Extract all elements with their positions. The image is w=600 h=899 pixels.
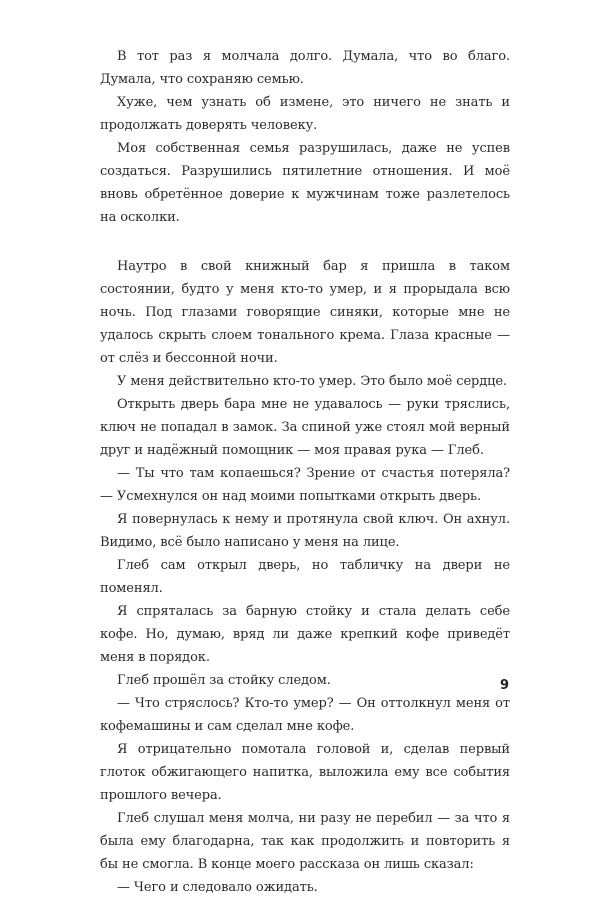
paragraph: Хуже, чем узнать об измене, это ничего не знать и продолжать доверять человеку.: [100, 95, 510, 133]
paragraph: Глеб слушал меня молча, ни разу не перебил — за что я была ему благодарна, так как продолжить и повторить я бы не смогла. В конце моего рассказа он лишь сказал:: [100, 811, 510, 872]
paragraph: У меня действительно кто-то умер. Это было моё сердце.: [117, 374, 508, 389]
section-1: [100, 45, 510, 229]
body-text: [100, 45, 510, 899]
paragraph: Я отрицательно помотала головой и, сделав первый глоток обжигающего напитка, выложила ему все события прошлого вечера.: [100, 742, 510, 803]
paragraph: Открыть дверь бара мне не удавалось — руки тряслись, ключ не попадал в замок. За спиной уже стоял мой верный друг и надёжный помощник — моя правая рука — Глеб.: [100, 397, 510, 458]
paragraph: Я повернулась к нему и протянула свой ключ. Он ахнул. Видимо, всё было написано у меня на лице.: [100, 512, 510, 550]
paragraph: Я спряталась за барную стойку и стала делать себе кофе. Но, думаю, вряд ли даже крепкий кофе приведёт меня в порядок.: [100, 604, 510, 665]
paragraph: Глеб сам открыл дверь, но табличку на двери не поменял.: [100, 558, 510, 596]
paragraph: — Чего и следовало ожидать.: [117, 880, 318, 895]
paragraph: Наутро в свой книжный бар я пришла в таком состоянии, будто у меня кто-то умер, и я прорыдала всю ночь. Под глазами говорящие синяки, которые мне не удалось скрыть слоем тонального крема. Глаза красные — от слёз и бессонной ночи.: [100, 259, 510, 366]
paragraph: Моя собственная семья разрушилась, даже не успев создаться. Разрушились пятилетние отношения. И моё вновь обретённое доверие к мужчинам тоже разлетелось на осколки.: [100, 141, 510, 225]
page-number: 9: [500, 678, 510, 693]
paragraph: Глеб прошёл за стойку следом.: [117, 673, 331, 688]
paragraph: В тот раз я молчала долго. Думала, что во благо. Думала, что сохраняю семью.: [100, 49, 510, 87]
section-2: [100, 255, 510, 899]
paragraph: — Что стряслось? Кто-то умер? — Он оттолкнул меня от кофемашины и сам сделал мне кофе.: [100, 696, 510, 734]
paragraph: — Ты что там копаешься? Зрение от счастья потеряла? — Усмехнулся он над моими попытками открыть дверь.: [100, 466, 510, 504]
